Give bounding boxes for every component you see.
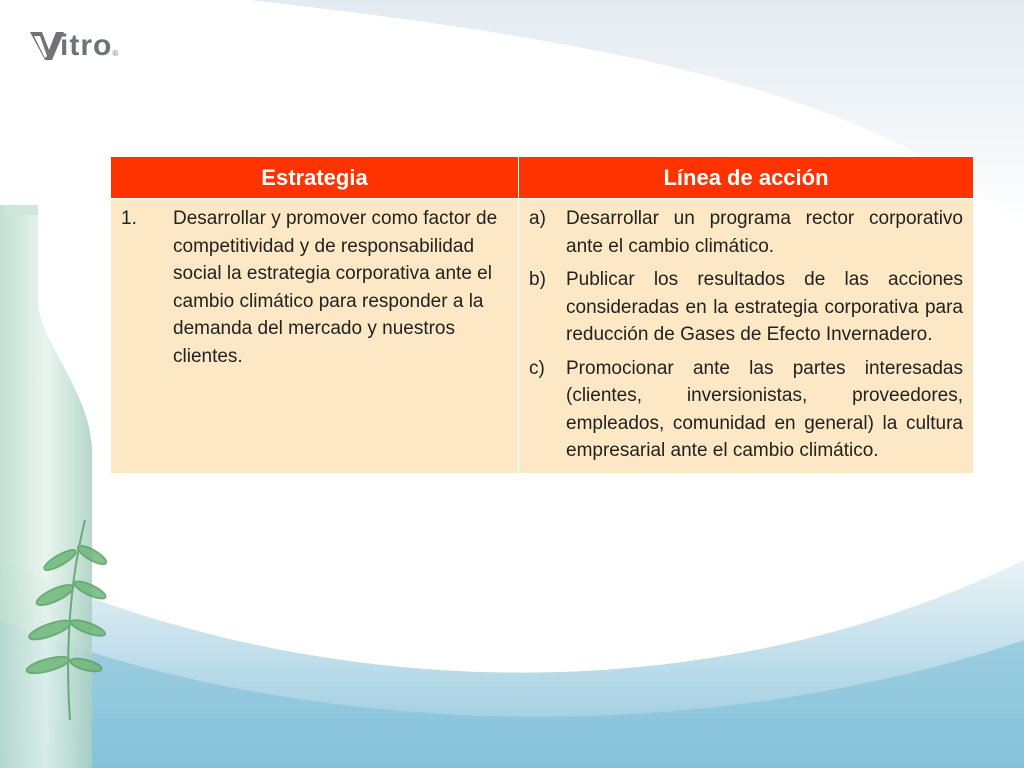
strategy-text: Desarrollar y promover como factor de competitividad y de responsabilidad social la estrategia corporativa ante el cambio climático para responder a la demanda del mercado y nuestros clientes. [173,208,498,367]
strategy-number: 1. [121,208,137,229]
vitro-logo [30,30,118,62]
registered-mark: ® [112,49,119,58]
strategy-table [110,156,974,474]
action-letter: a) [529,208,546,229]
action-item [529,355,963,465]
table-row [111,199,974,474]
logo-text: itro [60,29,113,62]
table-header-row [111,157,974,199]
action-item [529,266,963,349]
header-linea-de-accion: Línea de acción [519,157,974,199]
action-letter: c) [529,357,545,379]
action-item [529,205,963,260]
vitro-v-icon [30,30,64,62]
actions-cell [519,199,974,474]
header-estrategia: Estrategia [111,157,519,199]
action-text: Publicar los resultados de las acciones consideradas en la estrategia corporativa para reducción de Gases de Efecto Invernadero. [566,269,963,345]
action-text: Desarrollar un programa rector corporativo ante el cambio climático. [566,208,963,257]
action-letter: b) [529,269,546,290]
strategy-cell [111,199,519,474]
action-text: Promocionar ante las partes interesadas (clientes, inversionistas, proveedores, empleados, comunidad en general) la cultura empresarial ante el cambio climático. [566,357,963,461]
strategy-item [121,205,508,370]
